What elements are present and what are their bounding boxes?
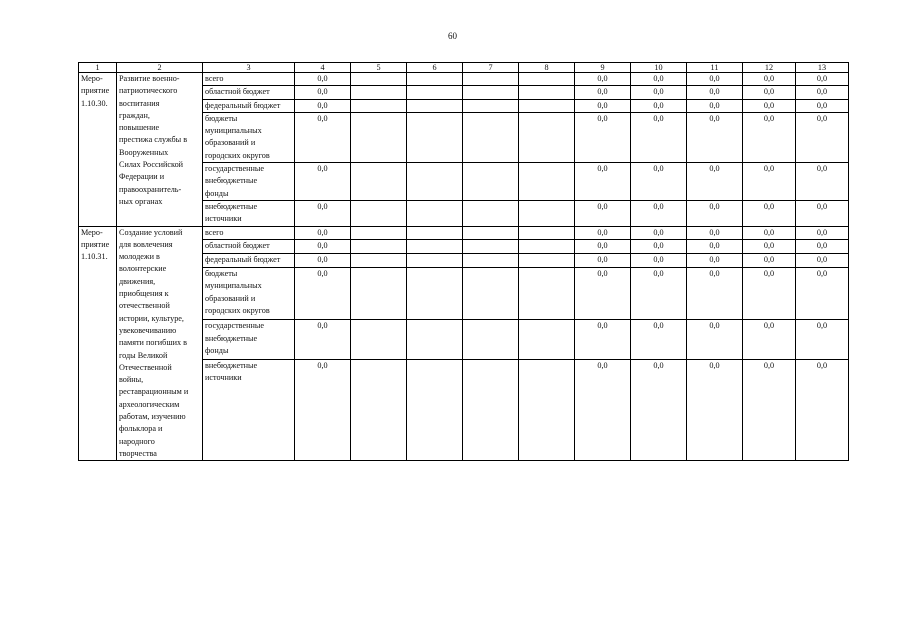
activity-name-line: войны,	[119, 375, 144, 385]
value-cell	[463, 360, 519, 461]
value-cell: 0,0	[743, 254, 796, 268]
value-cell	[519, 360, 575, 461]
funding-source-line: всего	[205, 74, 224, 83]
funding-source	[203, 73, 295, 86]
value-cell: 0,0	[743, 73, 796, 86]
value-cell: 0,0	[295, 226, 351, 240]
value-cell: 0,0	[743, 226, 796, 240]
value-cell: 0,0	[796, 268, 849, 320]
table-row	[79, 226, 849, 240]
value-cell	[463, 226, 519, 240]
activity-code	[79, 226, 117, 461]
value-cell: 0,0	[295, 163, 351, 201]
funding-source	[203, 226, 295, 240]
value-cell: 0,0	[796, 240, 849, 254]
value-cell: 0,0	[796, 99, 849, 112]
activity-name-line: археологическим	[119, 399, 180, 409]
funding-source-line: бюджеты	[205, 113, 238, 123]
activity-name-line: повышение	[119, 123, 160, 133]
column-header: 4	[295, 63, 351, 73]
value-cell: 0,0	[631, 360, 687, 461]
value-cell	[463, 268, 519, 320]
value-cell: 0,0	[295, 268, 351, 320]
funding-source-line: федеральный бюджет	[205, 100, 281, 110]
value-cell	[407, 240, 463, 254]
value-cell: 0,0	[687, 99, 743, 112]
value-cell: 0,0	[575, 200, 631, 226]
activity-name-line: граждан,	[119, 110, 150, 120]
value-cell	[519, 200, 575, 226]
value-cell: 0,0	[631, 73, 687, 86]
value-cell: 0,0	[631, 163, 687, 201]
activity-name-line: Развитие военно-	[119, 74, 180, 83]
column-header: 9	[575, 63, 631, 73]
activity-name-line: увековечиванию	[119, 325, 177, 335]
value-cell: 0,0	[743, 360, 796, 461]
value-cell: 0,0	[687, 73, 743, 86]
funding-source-line: областной бюджет	[205, 241, 270, 251]
header-row	[79, 63, 849, 73]
value-cell: 0,0	[743, 86, 796, 99]
value-cell: 0,0	[575, 112, 631, 162]
value-cell	[351, 240, 407, 254]
funding-source-line: внебюджетные	[205, 361, 258, 370]
value-cell: 0,0	[575, 86, 631, 99]
value-cell	[463, 163, 519, 201]
value-cell: 0,0	[743, 320, 796, 360]
value-cell	[519, 254, 575, 268]
funding-source-line: областной бюджет	[205, 87, 270, 97]
value-cell	[351, 163, 407, 201]
funding-source-line: федеральный бюджет	[205, 255, 281, 265]
activity-name-line: волонтерские	[119, 264, 167, 274]
value-cell	[519, 240, 575, 254]
value-cell: 0,0	[631, 86, 687, 99]
activity-name-line: годы Великой	[119, 350, 168, 360]
value-cell: 0,0	[295, 240, 351, 254]
value-cell: 0,0	[575, 163, 631, 201]
value-cell: 0,0	[687, 240, 743, 254]
funding-source-line: внебюджетные	[205, 176, 258, 186]
value-cell: 0,0	[743, 200, 796, 226]
column-header: 3	[203, 63, 295, 73]
value-cell: 0,0	[687, 86, 743, 99]
value-cell	[519, 112, 575, 162]
activity-name-line: работам, изучению	[119, 412, 186, 422]
value-cell	[463, 254, 519, 268]
value-cell: 0,0	[295, 320, 351, 360]
value-cell	[407, 86, 463, 99]
value-cell: 0,0	[687, 200, 743, 226]
value-cell: 0,0	[631, 99, 687, 112]
value-cell	[351, 112, 407, 162]
value-cell	[463, 86, 519, 99]
value-cell: 0,0	[631, 200, 687, 226]
value-cell	[519, 320, 575, 360]
activity-name-line: воспитания	[119, 98, 160, 108]
value-cell: 0,0	[687, 254, 743, 268]
funding-source	[203, 240, 295, 254]
value-cell: 0,0	[631, 320, 687, 360]
activity-code-line: приятие	[81, 239, 110, 249]
value-cell	[351, 86, 407, 99]
column-header: 2	[117, 63, 203, 73]
value-cell: 0,0	[631, 254, 687, 268]
funding-source-line: источники	[205, 373, 242, 383]
value-cell: 0,0	[687, 112, 743, 162]
activity-name-line: движения,	[119, 276, 156, 286]
table-row	[79, 73, 849, 86]
value-cell	[519, 226, 575, 240]
value-cell	[351, 73, 407, 86]
value-cell: 0,0	[796, 360, 849, 461]
activity-name-line: престижа службы в	[119, 135, 188, 145]
value-cell: 0,0	[796, 73, 849, 86]
column-header: 8	[519, 63, 575, 73]
value-cell: 0,0	[743, 112, 796, 162]
funding-source	[203, 200, 295, 226]
activity-name	[117, 73, 203, 227]
funding-source	[203, 99, 295, 112]
activity-name-line: отечественной	[119, 301, 170, 311]
activity-name-line: Отечественной	[119, 362, 172, 372]
funding-source-line: образований и	[205, 293, 256, 303]
value-cell: 0,0	[687, 320, 743, 360]
column-header: 13	[796, 63, 849, 73]
activity-name-line: Федерации и	[119, 172, 165, 182]
value-cell	[351, 320, 407, 360]
value-cell: 0,0	[743, 99, 796, 112]
column-header: 1	[79, 63, 117, 73]
funding-source	[203, 268, 295, 320]
value-cell: 0,0	[575, 268, 631, 320]
value-cell: 0,0	[743, 240, 796, 254]
column-header: 12	[743, 63, 796, 73]
funding-source-line: городских округов	[205, 306, 270, 316]
funding-source-line: внебюджетные	[205, 333, 258, 343]
value-cell: 0,0	[295, 86, 351, 99]
column-header: 7	[463, 63, 519, 73]
value-cell: 0,0	[295, 112, 351, 162]
funding-source-line: всего	[205, 227, 224, 237]
funding-source-line: бюджеты	[205, 269, 238, 279]
funding-source-line: государственные	[205, 164, 265, 174]
funding-source	[203, 254, 295, 268]
value-cell: 0,0	[687, 268, 743, 320]
value-cell: 0,0	[575, 320, 631, 360]
funding-source-line: муниципальных	[205, 126, 262, 136]
value-cell	[463, 320, 519, 360]
column-header: 5	[351, 63, 407, 73]
funding-source	[203, 86, 295, 99]
activity-name-line: творчества	[119, 448, 157, 458]
value-cell: 0,0	[295, 99, 351, 112]
value-cell: 0,0	[295, 360, 351, 461]
value-cell: 0,0	[743, 163, 796, 201]
value-cell: 0,0	[687, 360, 743, 461]
value-cell: 0,0	[575, 360, 631, 461]
activity-name-line: ных органах	[119, 196, 163, 206]
funding-source-line: муниципальных	[205, 281, 262, 291]
activity-code	[79, 73, 117, 227]
value-cell: 0,0	[575, 240, 631, 254]
funding-source	[203, 320, 295, 360]
value-cell: 0,0	[631, 240, 687, 254]
value-cell	[407, 360, 463, 461]
value-cell: 0,0	[796, 163, 849, 201]
funding-source	[203, 112, 295, 162]
activity-name-line: народного	[119, 436, 155, 446]
activity-code-line: 1.10.31.	[81, 252, 108, 262]
value-cell	[463, 112, 519, 162]
value-cell	[463, 73, 519, 86]
value-cell: 0,0	[743, 268, 796, 320]
value-cell: 0,0	[796, 320, 849, 360]
value-cell: 0,0	[575, 99, 631, 112]
value-cell	[351, 200, 407, 226]
value-cell: 0,0	[575, 73, 631, 86]
activity-name-line: приобщения к	[119, 289, 169, 299]
activity-name-line: правоохранитель-	[119, 184, 182, 194]
value-cell	[463, 240, 519, 254]
value-cell	[407, 112, 463, 162]
value-cell	[351, 254, 407, 268]
value-cell: 0,0	[295, 200, 351, 226]
funding-source	[203, 163, 295, 201]
value-cell	[407, 268, 463, 320]
funding-source-line: городских округов	[205, 150, 270, 160]
activity-name-line: молодежи в	[119, 252, 160, 262]
value-cell	[519, 86, 575, 99]
value-cell	[407, 73, 463, 86]
value-cell: 0,0	[687, 226, 743, 240]
activity-name-line: для вовлечения	[119, 239, 173, 249]
activity-name-line: патриотического	[119, 86, 178, 96]
value-cell: 0,0	[796, 200, 849, 226]
value-cell: 0,0	[796, 226, 849, 240]
funding-source-line: государственные	[205, 321, 265, 331]
value-cell	[407, 254, 463, 268]
column-header: 11	[687, 63, 743, 73]
value-cell	[407, 200, 463, 226]
funding-source-line: источники	[205, 214, 242, 224]
value-cell	[351, 268, 407, 320]
funding-source-line: образований и	[205, 138, 256, 148]
value-cell: 0,0	[796, 86, 849, 99]
value-cell	[519, 73, 575, 86]
value-cell	[463, 200, 519, 226]
activity-name-line: фольклора и	[119, 424, 163, 434]
value-cell: 0,0	[631, 112, 687, 162]
value-cell: 0,0	[631, 226, 687, 240]
value-cell	[351, 99, 407, 112]
funding-source-line: фонды	[205, 346, 229, 356]
value-cell: 0,0	[295, 73, 351, 86]
value-cell	[407, 320, 463, 360]
budget-table	[78, 62, 849, 461]
value-cell	[351, 360, 407, 461]
value-cell	[519, 163, 575, 201]
activity-code-line: Меро-	[81, 227, 103, 237]
activity-name-line: Вооруженных	[119, 147, 169, 157]
value-cell	[407, 163, 463, 201]
value-cell	[519, 99, 575, 112]
value-cell: 0,0	[631, 268, 687, 320]
value-cell	[463, 99, 519, 112]
column-header: 10	[631, 63, 687, 73]
value-cell	[407, 226, 463, 240]
funding-source-line: внебюджетные	[205, 201, 258, 211]
page-number: 60	[448, 31, 457, 41]
activity-name-line: реставрационным и	[119, 387, 189, 397]
value-cell	[351, 226, 407, 240]
column-header: 6	[407, 63, 463, 73]
activity-name-line: истории, культуре,	[119, 313, 184, 323]
value-cell	[407, 99, 463, 112]
activity-name-line: памяти погибших в	[119, 338, 188, 348]
value-cell: 0,0	[796, 254, 849, 268]
activity-name-line: Силах Российской	[119, 160, 184, 170]
funding-source-line: фонды	[205, 188, 229, 198]
value-cell: 0,0	[295, 254, 351, 268]
value-cell: 0,0	[796, 112, 849, 162]
activity-name-line: Создание условий	[119, 227, 183, 237]
value-cell	[519, 268, 575, 320]
activity-code-line: 1.10.30.	[81, 98, 108, 108]
value-cell: 0,0	[575, 254, 631, 268]
activity-code-line: приятие	[81, 86, 110, 96]
value-cell: 0,0	[687, 163, 743, 201]
activity-name	[117, 226, 203, 461]
activity-code-line: Меро-	[81, 74, 103, 83]
funding-source	[203, 360, 295, 461]
value-cell: 0,0	[575, 226, 631, 240]
